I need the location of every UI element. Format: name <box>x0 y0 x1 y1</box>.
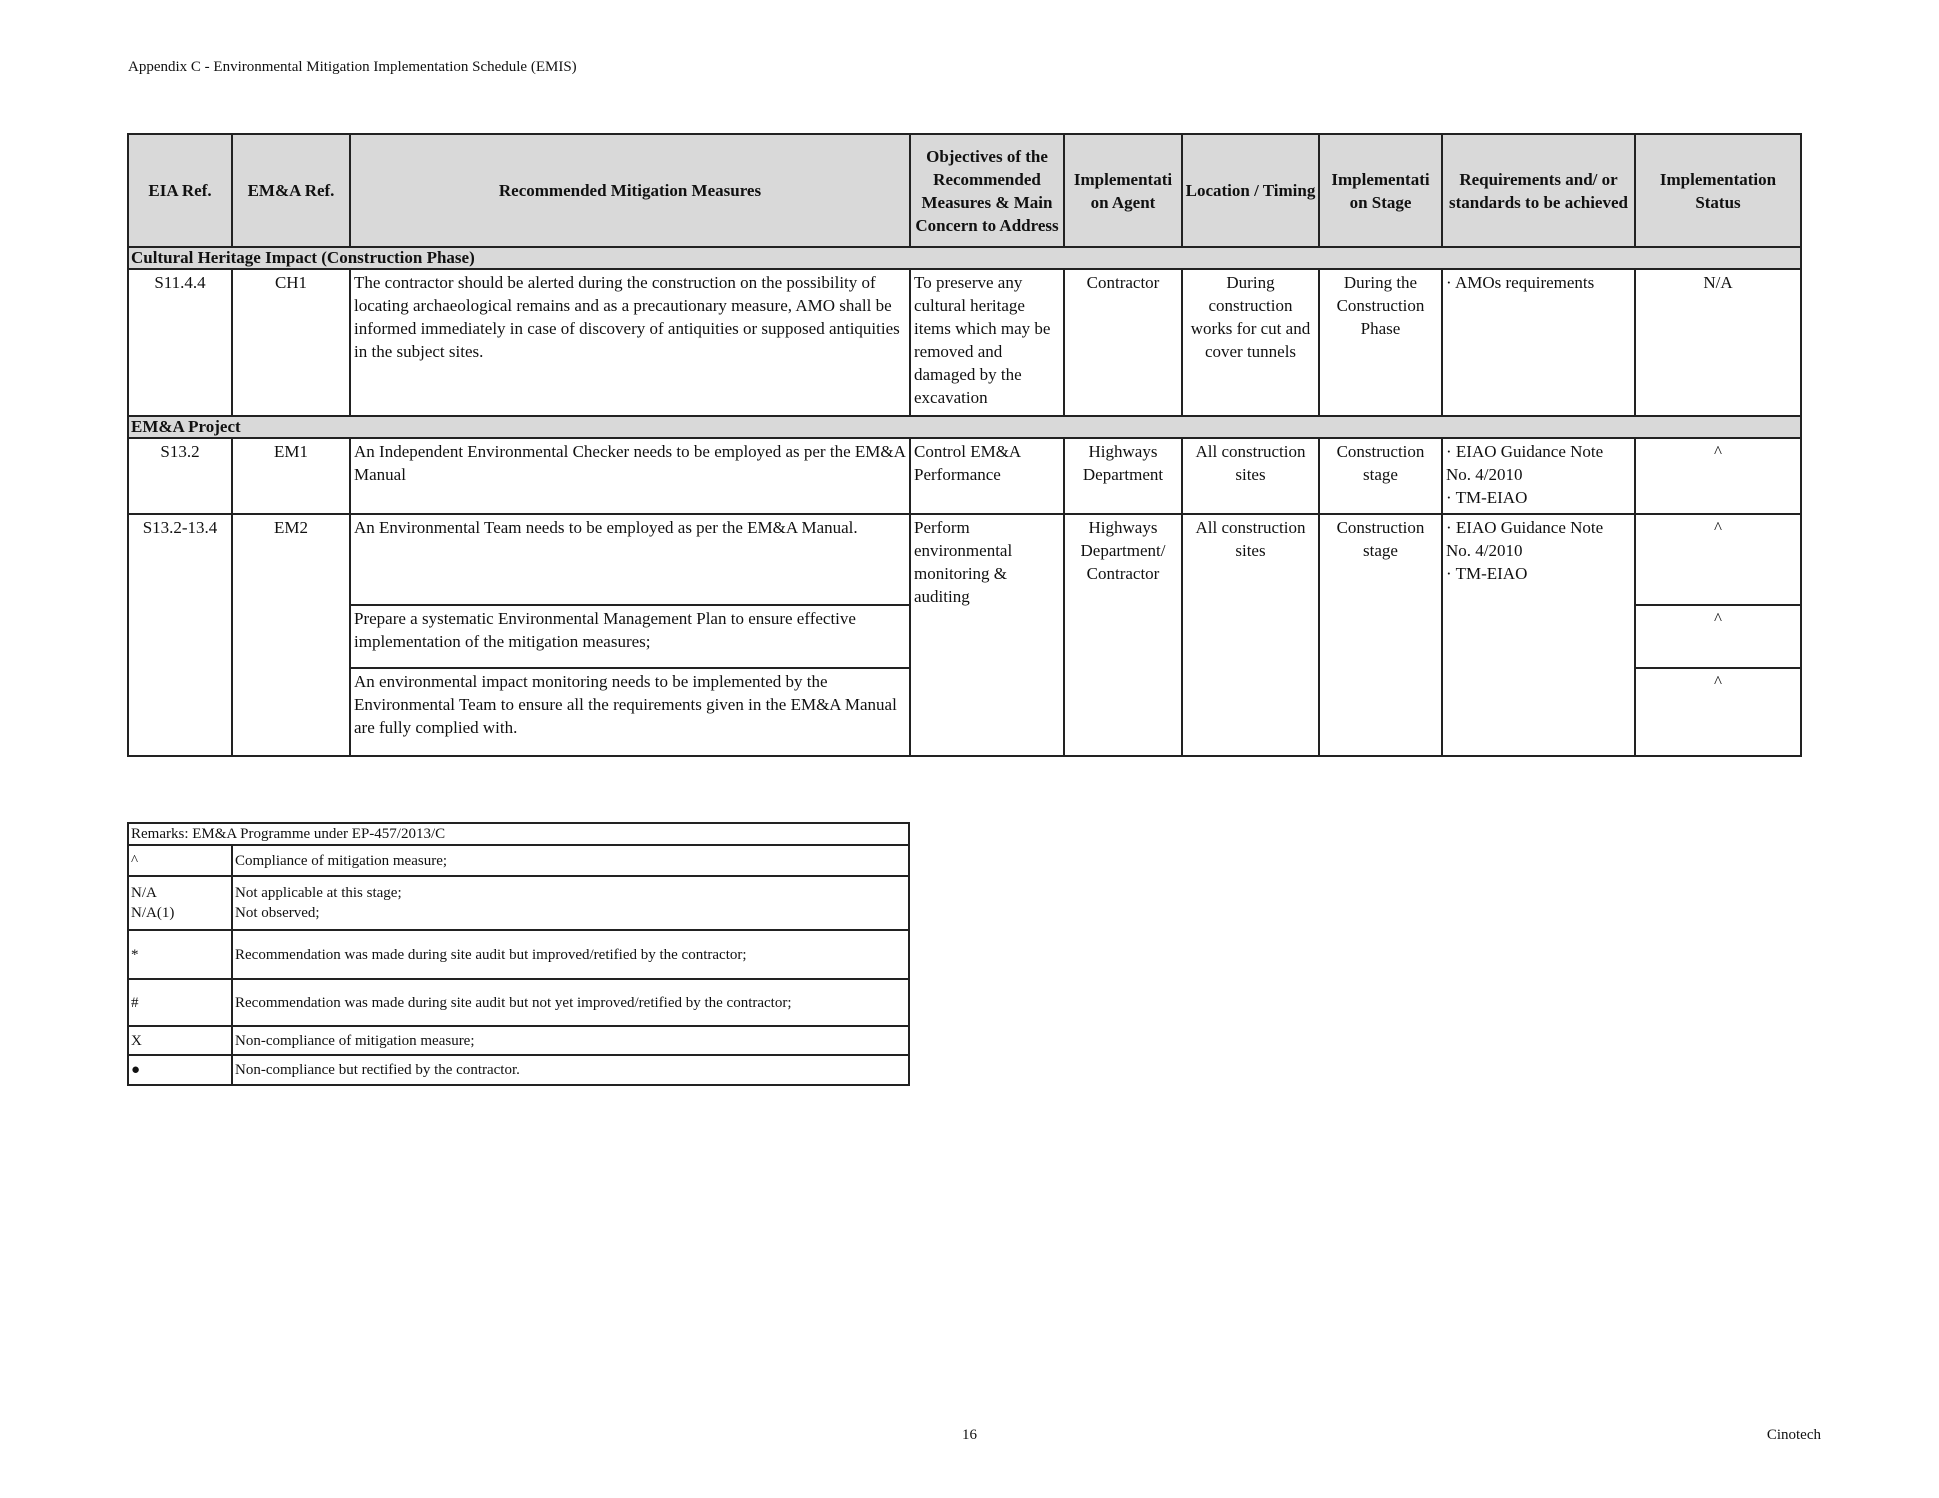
measure: The contractor should be alerted during the construction on the possibility of locating archaeological remains and as a precautionary measure, AMO shall be informed immediately in case of discovery of antiquities or supposed antiquities in the subject sites. <box>350 269 910 416</box>
col-objectives: Objectives of the Recommended Measures & Main Concern to Address <box>910 134 1064 247</box>
table-row <box>128 269 1801 416</box>
table-row <box>128 438 1801 514</box>
remark-text: Non-compliance of mitigation measure; <box>232 1026 909 1055</box>
col-location: Location / Timing <box>1182 134 1319 247</box>
remark-symbol: ^ <box>128 845 232 876</box>
location: All construction sites <box>1182 514 1319 756</box>
stage: Construction stage <box>1319 514 1442 756</box>
eia-ref: S13.2 <box>128 438 232 514</box>
objective: To preserve any cultural heritage items which may be removed and damaged by the excavation <box>910 269 1064 416</box>
status: ^ <box>1635 605 1801 668</box>
remark-text: Compliance of mitigation measure; <box>232 845 909 876</box>
status: ^ <box>1635 514 1801 605</box>
remark-symbol: * <box>128 930 232 979</box>
status: ^ <box>1635 438 1801 514</box>
remark-symbol: # <box>128 979 232 1026</box>
remark-symbol: ● <box>128 1055 232 1085</box>
agent: Highways Department <box>1064 438 1182 514</box>
remarks-table <box>127 822 910 1086</box>
remark-symbol: X <box>128 1026 232 1055</box>
remark-row <box>128 1026 909 1055</box>
page-number: 16 <box>962 1427 977 1443</box>
status: ^ <box>1635 668 1801 756</box>
col-measures: Recommended Mitigation Measures <box>350 134 910 247</box>
eia-ref: S11.4.4 <box>128 269 232 416</box>
ema-ref: EM1 <box>232 438 350 514</box>
col-status: Implementation Status <box>1635 134 1801 247</box>
emis-table <box>127 133 1802 757</box>
agent: Highways Department/ Contractor <box>1064 514 1182 756</box>
remark-row <box>128 1055 909 1085</box>
company-name: Cinotech <box>1766 1427 1821 1443</box>
requirements: · EIAO Guidance Note No. 4/2010 · TM-EIAO <box>1442 438 1635 514</box>
eia-ref: S13.2-13.4 <box>128 514 232 756</box>
stage: During the Construction Phase <box>1319 269 1442 416</box>
section-title: EM&A Project <box>128 416 1801 438</box>
location: All construction sites <box>1182 438 1319 514</box>
measure: An Environmental Team needs to be employed as per the EM&A Manual. <box>350 514 910 605</box>
col-requirements: Requirements and/ or standards to be achieved <box>1442 134 1635 247</box>
remark-row <box>128 876 909 930</box>
remark-symbol: N/A N/A(1) <box>128 876 232 930</box>
ema-ref: EM2 <box>232 514 350 756</box>
page-header: Appendix C - Environmental Mitigation Implementation Schedule (EMIS) <box>128 59 577 75</box>
objective: Perform environmental monitoring & auditing <box>910 514 1064 756</box>
remark-row <box>128 979 909 1026</box>
measure: An Independent Environmental Checker needs to be employed as per the EM&A Manual <box>350 438 910 514</box>
col-stage: Implementati on Stage <box>1319 134 1442 247</box>
remark-row <box>128 845 909 876</box>
stage: Construction stage <box>1319 438 1442 514</box>
remarks-title: Remarks: EM&A Programme under EP-457/2013/C <box>128 823 909 845</box>
header-row <box>128 134 1801 247</box>
measure: Prepare a systematic Environmental Management Plan to ensure effective implementation of the mitigation measures; <box>350 605 910 668</box>
col-eia-ref: EIA Ref. <box>128 134 232 247</box>
location: During construction works for cut and cover tunnels <box>1182 269 1319 416</box>
section-title: Cultural Heritage Impact (Construction Phase) <box>128 247 1801 269</box>
remark-text: Recommendation was made during site audit but not yet improved/retified by the contractor; <box>232 979 909 1026</box>
col-agent: Implementati on Agent <box>1064 134 1182 247</box>
remark-text: Recommendation was made during site audit but improved/retified by the contractor; <box>232 930 909 979</box>
requirements: · AMOs requirements <box>1442 269 1635 416</box>
requirements: · EIAO Guidance Note No. 4/2010 · TM-EIAO <box>1442 514 1635 756</box>
status: N/A <box>1635 269 1801 416</box>
col-ema-ref: EM&A Ref. <box>232 134 350 247</box>
objective: Control EM&A Performance <box>910 438 1064 514</box>
remark-text: Not applicable at this stage; Not observed; <box>232 876 909 930</box>
ema-ref: CH1 <box>232 269 350 416</box>
agent: Contractor <box>1064 269 1182 416</box>
remark-text: Non-compliance but rectified by the contractor. <box>232 1055 909 1085</box>
measure: An environmental impact monitoring needs to be implemented by the Environmental Team to ensure all the requirements given in the EM&A Manual are fully complied with. <box>350 668 910 756</box>
remark-row <box>128 930 909 979</box>
table-row <box>128 514 1801 605</box>
